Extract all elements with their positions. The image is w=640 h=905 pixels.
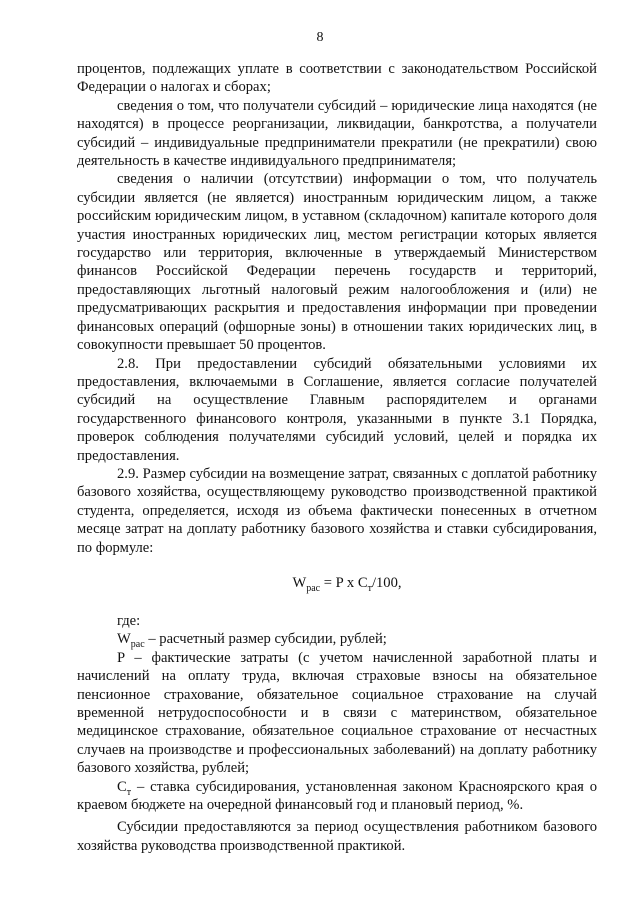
subsidy-formula xyxy=(77,575,597,592)
definition-w xyxy=(77,630,597,651)
paragraph-taxes-continuation: процентов, подлежащих уплате в соответствии с законодательством Российской Федерации о налогах и сборах; xyxy=(77,61,597,96)
formula-c-subscript: т xyxy=(367,582,372,594)
definition-w-text: – расчетный размер субсидии, рублей; xyxy=(144,631,387,648)
definition-w-symbol: W xyxy=(117,631,131,648)
document-body xyxy=(77,60,597,855)
paragraph-subsidy-period: Субсидии предоставляются за период осуществления работником базового хозяйства руководства производственной практикой. xyxy=(77,819,597,854)
definition-c xyxy=(77,778,597,815)
page-number: 8 xyxy=(316,30,324,45)
definition-c-symbol: C xyxy=(117,778,127,795)
definition-w-subscript: рас xyxy=(130,639,145,651)
formula-w-subscript: рас xyxy=(306,582,321,594)
formula-middle: = P x C xyxy=(320,574,368,591)
paragraph-foreign-entity-info: сведения о наличии (отсутствии) информации о том, что получатель субсидии является (не является) иностранным юридическим лицом, а также российским юридическим лицом, в уставном (складочном) капитале которого доля участия иностранных юридических лиц, местом регистрации которых является государство или территория, включенные в утверждаемый Министерством финансов Российской Федерации перечень государств и территорий, предоставляющих льготный налоговый режим налогообложения и (или) не предусматривающих раскрытия и предоставления информации при проведении финансовых операций (офшорные зоны) в отношении таких юридических лиц, в совокупности превышает 50 процентов. xyxy=(77,171,597,354)
paragraph-2-9: 2.9. Размер субсидии на возмещение затрат, связанных с доплатой работнику базового хозяйства, осуществляющему руководство производственной практикой студента, определяется, исходя из объема фактически понесенных в отчетном месяце затрат на доплату работнику базового хозяйства и ставки субсидирования, по формуле: xyxy=(77,465,597,556)
formula-w-symbol: W xyxy=(292,574,307,591)
definition-c-text: – ставка субсидирования, установленная законом Красноярского края о краевом бюджете на очередной финансовый год и плановый период, %. xyxy=(77,778,597,814)
where-label: где: xyxy=(117,612,141,629)
definition-p: P – фактические затраты (с учетом начисленной заработной платы и начислений на оплату труда, включая страховые взносы на обязательное пенсионное страхование, обязательное социальное страхование на случай временной нетрудоспособности и в связи с материнством, обязательное медицинское страхование, обязательное социальное страхование от несчастных случаев на производстве и профессиональных заболеваний) на доплату работнику базового хозяйства, рублей; xyxy=(77,649,597,777)
definition-c-subscript: т xyxy=(126,786,132,798)
paragraph-2-8: 2.8. При предоставлении субсидий обязательными условиями их предоставления, включаемыми в Соглашение, является согласие получателей субсидий на осуществление Главным распорядителем и органами государственного финансового контроля, указанными в пункте 3.1 Порядка, проверок соблюдения получателями субсидий условий, целей и порядка их предоставления. xyxy=(77,355,597,464)
paragraph-reorganization-info: сведения о том, что получатели субсидий – юридические лица находятся (не находятся) в процессе реорганизации, ликвидации, банкротства, а получатели субсидий – индивидуальные предприниматели прекратили (не прекратили) свою деятельность в качестве индивидуального предпринимателя; xyxy=(77,97,597,170)
formula-rhs: /100, xyxy=(371,574,402,591)
